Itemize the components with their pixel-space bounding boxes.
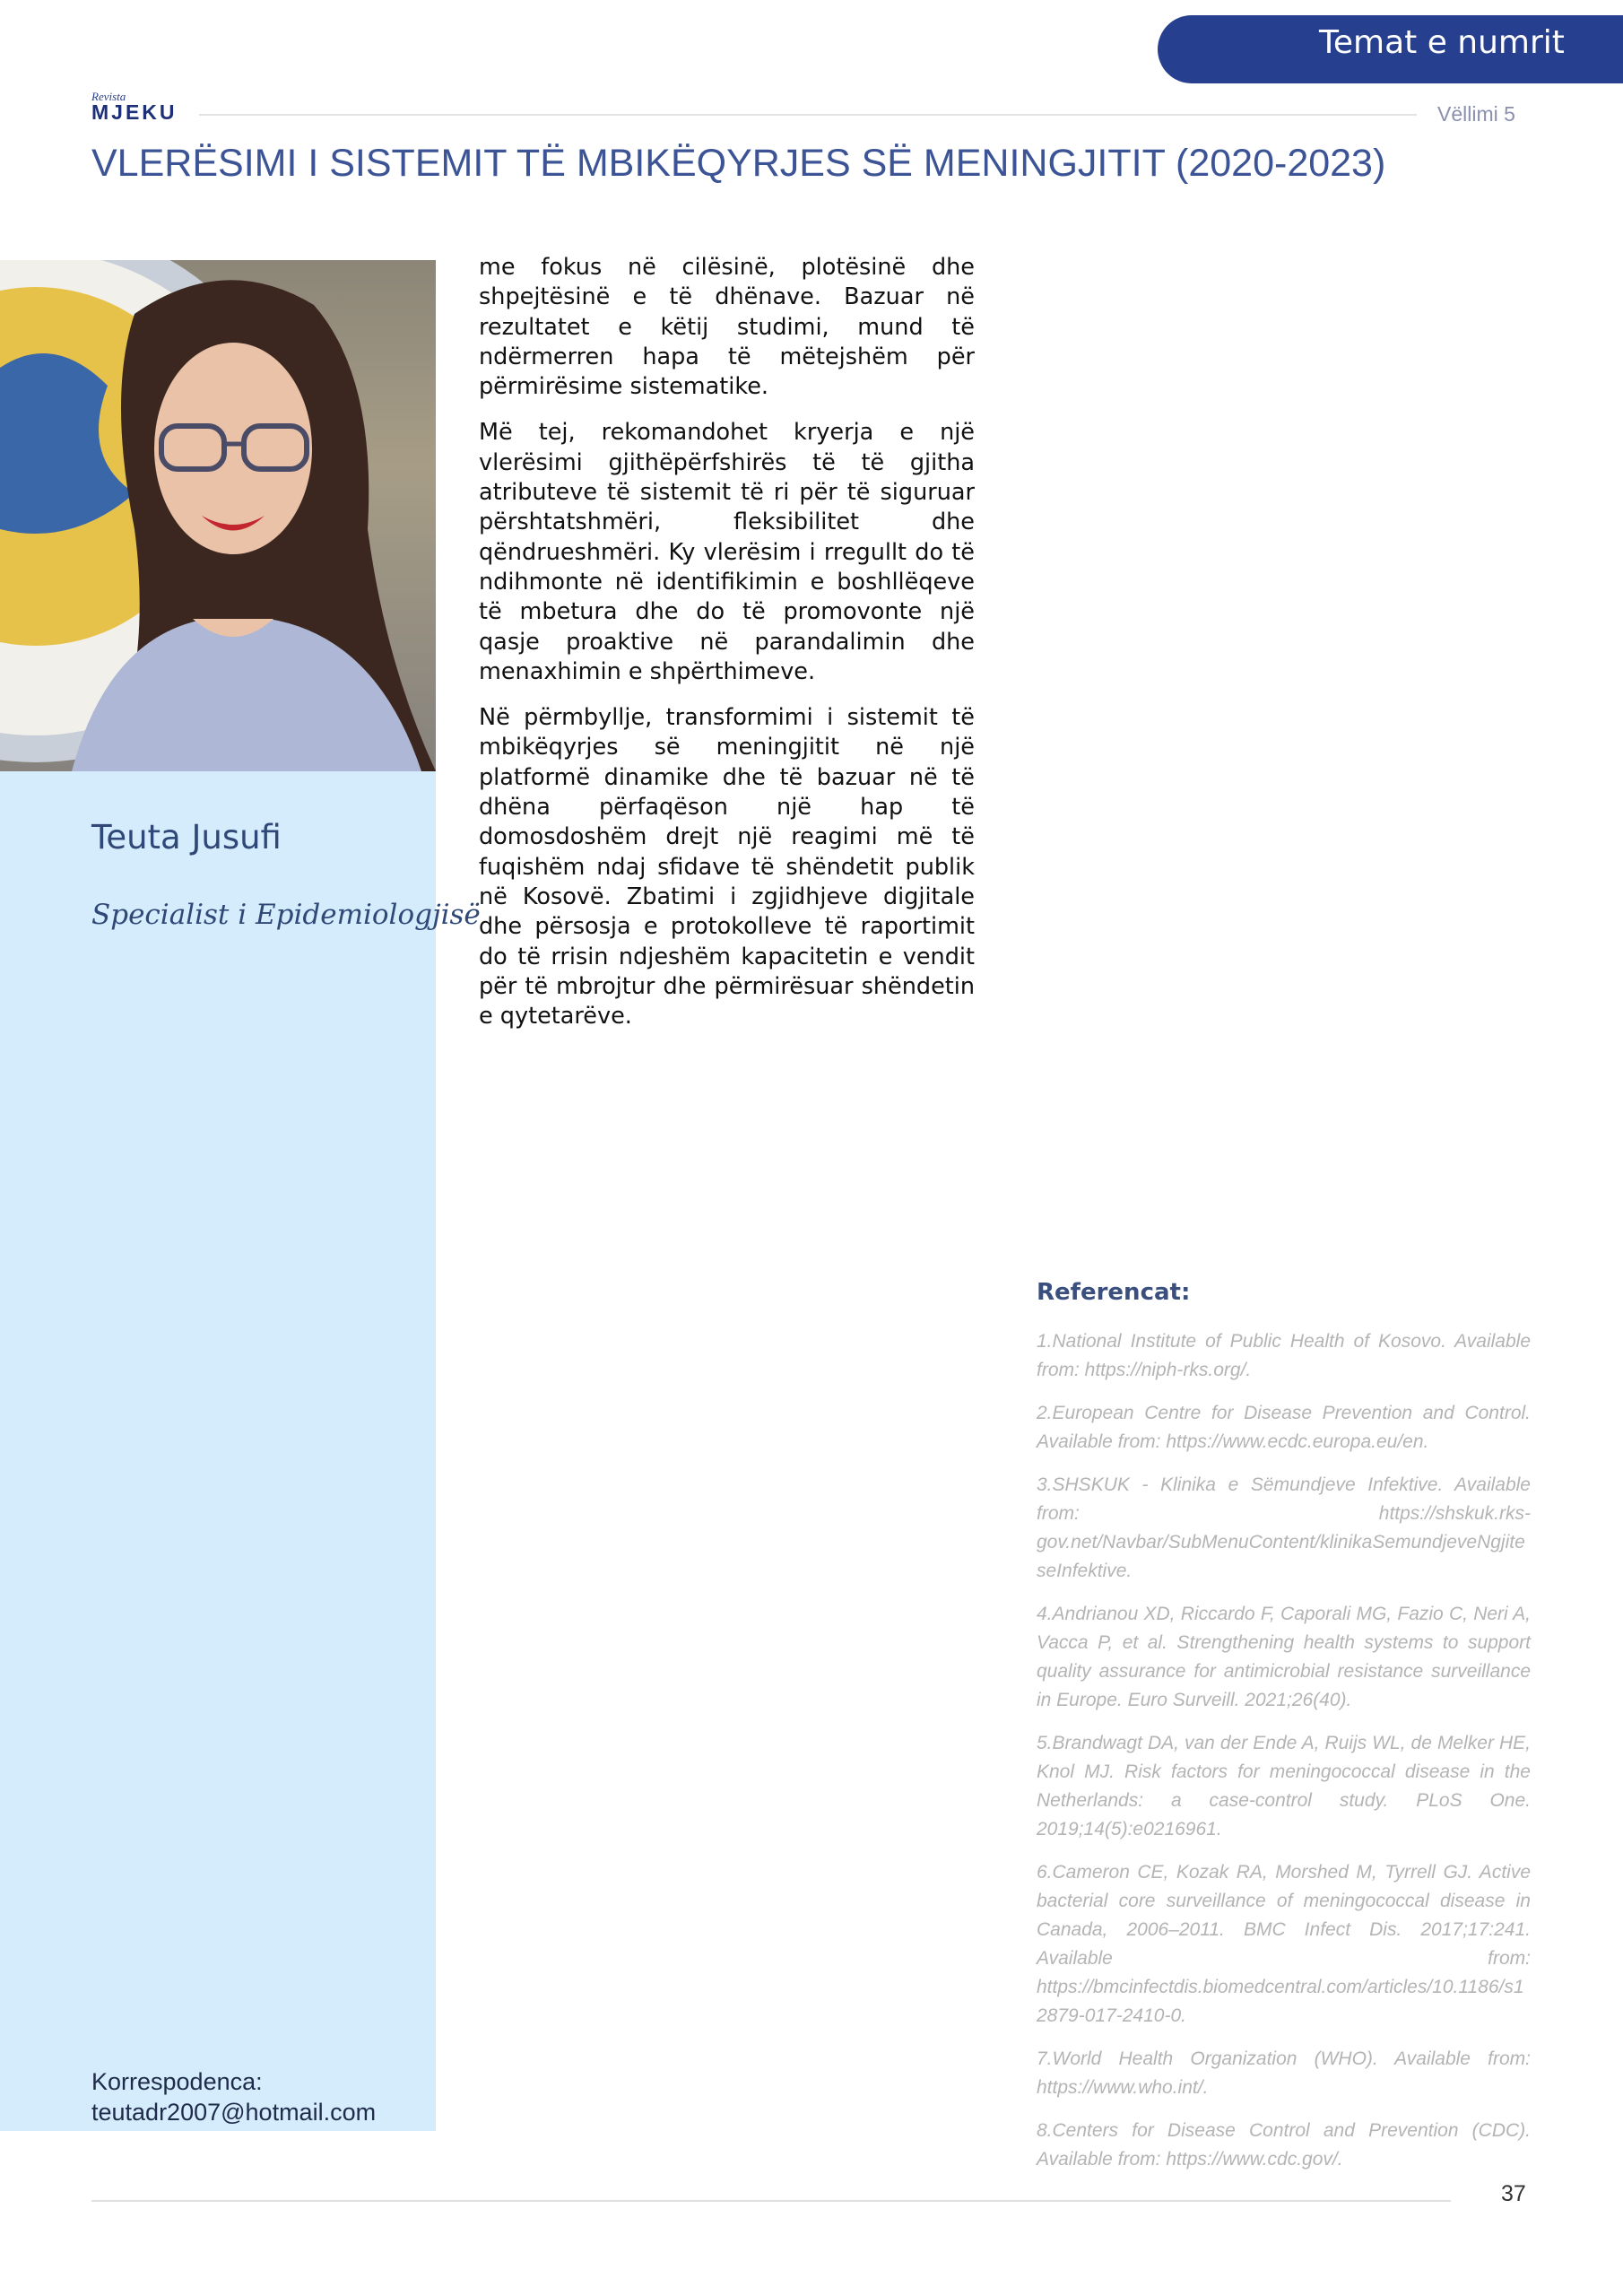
volume-label: Vëllimi 5 [1437, 102, 1515, 126]
author-photo [0, 260, 436, 771]
body-paragraph: Më tej, rekomandohet kryerja e një vlerësimi gjithëpërfshirës të të gjitha atributeve të sistemit të ri për të siguruar përshtatshmëri, fleksibilitet dhe qëndrueshmëri. Ky vlerësim i rregullt do të ndihmonte në identifikimin e boshllëqeve të mbetura dhe do të promovonte një qasje proaktive në parandalimin dhe menaxhimin e shpërthimeve. [479, 419, 975, 685]
references-heading: Referencat: [1037, 1279, 1191, 1306]
references-section [1037, 1279, 1531, 2188]
footer-divider [91, 2200, 1451, 2202]
reference-item: 4.Andrianou XD, Riccardo F, Caporali MG, Fazio C, Neri A, Vacca P, et al. Strengthening health systems to support quality assurance for antimicrobial resistance surveillance in Europe. Euro Surveill. 2021;26(40). [1037, 1604, 1531, 1710]
header-divider [199, 114, 1417, 116]
author-role: Specialist i Epidemiologjisë [91, 899, 481, 931]
body-paragraph: Në përmbyllje, transformimi i sistemit të mbikëqyrjes së meningjitit në një platformë dinamike dhe të bazuar në të dhëna përfaqëson një hap të domosdoshëm drejt një reagimi më të fuqishëm ndaj sfidave të shëndetit publik në Kosovë. Zbatimi i zgjidhjeve digjitale dhe përsosja e protokolleve të raportimit do të rrisin ndjeshëm kapacitetin e vendit për të mbrojtur dhe përmirësuar shëndetin e qytetarëve. [479, 704, 975, 1031]
section-tab-label: Temat e numrit [1319, 24, 1565, 61]
author-sidebar [0, 771, 436, 2131]
journal-logo-small: Revista [91, 90, 126, 103]
reference-item: 2.European Centre for Disease Prevention and Control. Available from: https://www.ecdc.europa.eu/en. [1037, 1403, 1531, 1452]
section-tab [1158, 15, 1623, 83]
body-paragraph: me fokus në cilësinë, plotësinë dhe shpejtësinë e të dhënave. Bazuar në rezultatet e këtij studimi, mund të ndërmerren hapa të mëtejshëm për përmirësime sistematike. [479, 254, 975, 401]
correspondence-label: Korrespodenca: [91, 2068, 263, 2095]
reference-item: 5.Brandwagt DA, van der Ende A, Ruijs WL, de Melker HE, Knol MJ. Risk factors for meningococcal disease in the Netherlands: a case-control study. PLoS One. 2019;14(5):e0216961. [1037, 1733, 1531, 1839]
reference-item: 8.Centers for Disease Control and Prevention (CDC). Available from: https://www.cdc.gov/. [1037, 2120, 1531, 2170]
journal-logo: MJEKU [91, 100, 178, 124]
reference-item: 6.Cameron CE, Kozak RA, Morshed M, Tyrrell GJ. Active bacterial core surveillance of meningococcal disease in Canada, 2006–2011. BMC Infect Dis. 2017;17:241. Available from: https://bmcinfectdis.biomedcentral.com/articles/10.1186/s12879-017-2410-0. [1037, 1862, 1531, 2026]
article-title: VLERËSIMI I SISTEMIT TË MBIKËQYRJES SË MENINGJITIT (2020-2023) [91, 142, 1386, 185]
article-body [479, 253, 975, 1048]
page-number: 37 [1501, 2181, 1526, 2206]
reference-item: 3.SHSKUK - Klinika e Sëmundjeve Infektive. Available from: https://shskuk.rks-gov.net/Navbar/SubMenuContent/klinikaSemundjeveNgjiteseInfektive. [1037, 1474, 1531, 1581]
author-name: Teuta Jusufi [91, 818, 282, 857]
reference-item: 1.National Institute of Public Health of Kosovo. Available from: https://niph-rks.org/. [1037, 1331, 1531, 1380]
reference-item: 7.World Health Organization (WHO). Available from: https://www.who.int/. [1037, 2048, 1531, 2098]
author-portrait-image [0, 260, 436, 771]
correspondence-email[interactable]: teutadr2007@hotmail.com [91, 2099, 377, 2126]
